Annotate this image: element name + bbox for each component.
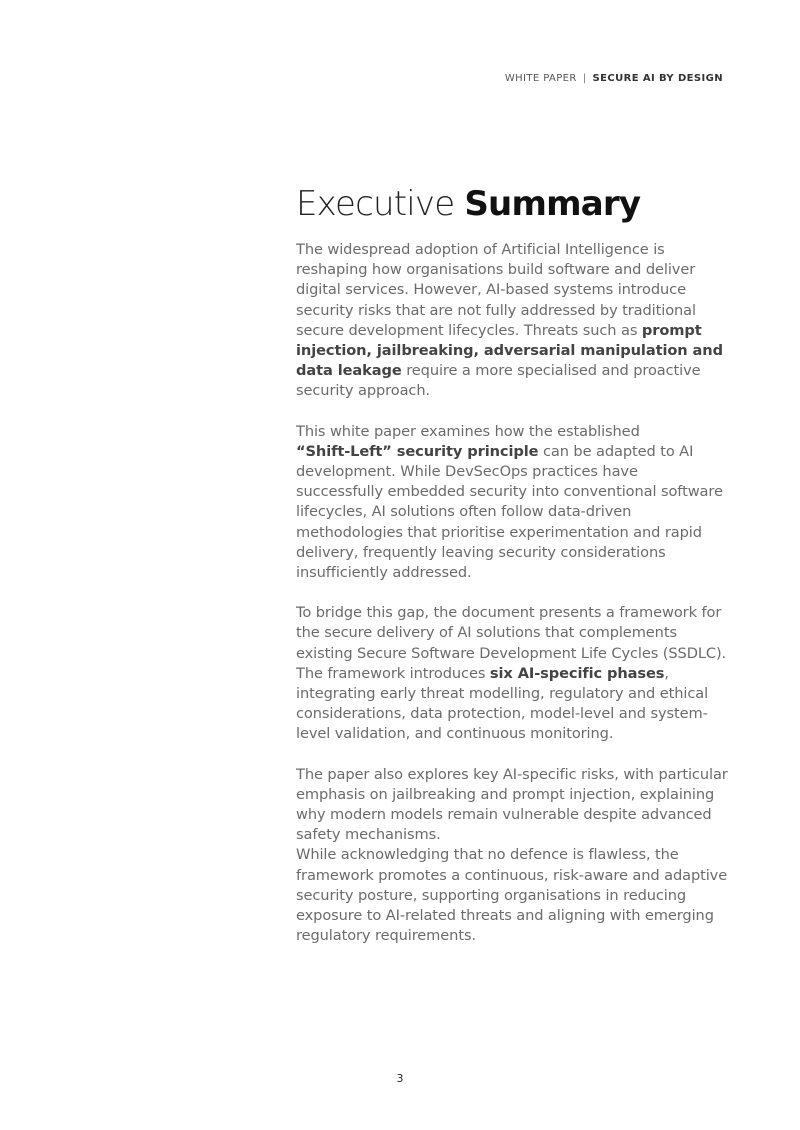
page-number: 3 [396, 1072, 404, 1085]
header-label: WHITE PAPER [504, 73, 577, 84]
running-header [505, 73, 723, 84]
paragraph-2-text-2: can be adapted to AI development. While DevSecOps practices have successfully embedded security into conventional software lifecycles, AI solutions often follow data-driven methodologies that prioritise experimentation and rapid delivery, frequently leaving security considerations insufficiently addressed. [296, 442, 723, 582]
page-title-light: Executive [296, 184, 455, 224]
page-title [296, 182, 728, 226]
paragraph-1-text-1: The widespread adoption of Artificial Intelligence is reshaping how organisations build software and deliver digital services. However, AI-based systems introduce security risks that are not fully addressed by traditional secure development lifecycles. Threats such as [296, 241, 696, 339]
paragraph-2-emphasis: “Shift-Left” security principle [296, 442, 539, 460]
paragraph-3 [296, 603, 728, 744]
header-document-title: SECURE AI BY DESIGN [592, 73, 723, 84]
paragraph-1-emphasis: prompt injection, jailbreaking, adversarial manipulation and data leakage [296, 321, 723, 380]
paragraph-4 [296, 765, 728, 947]
paragraph-3-emphasis: six AI-specific phases [489, 664, 665, 682]
header-separator: | [582, 73, 587, 84]
paragraph-3-text-1: To bridge this gap, the document presents a framework for the secure delivery of AI solutions that complements existing Secure Software Development Life Cycles (SSDLC). The framework introduces [296, 604, 727, 682]
paragraph-4-text-2: While acknowledging that no defence is flawless, the framework promotes a continuous, risk-aware and adaptive security posture, supporting organisations in reducing exposure to AI-related threats and aligning with emerging regulatory requirements. [296, 846, 728, 945]
paragraph-2-text-1: This white paper examines how the established [296, 422, 640, 440]
main-content [296, 182, 728, 967]
page-title-bold: Summary [464, 184, 641, 224]
paragraph-1 [296, 240, 728, 402]
paragraph-2 [296, 422, 728, 584]
paragraph-4-text-1: The paper also explores key AI-specific risks, with particular emphasis on jailbreaking and prompt injection, explaining why modern models remain vulnerable despite advanced safety mechanisms. [296, 765, 728, 844]
paragraph-3-text-2: , integrating early threat modelling, regulatory and ethical considerations, data protection, model-level and system-level validation, and continuous monitoring. [296, 664, 709, 743]
paragraph-1-text-2: require a more specialised and proactive security approach. [296, 362, 701, 400]
